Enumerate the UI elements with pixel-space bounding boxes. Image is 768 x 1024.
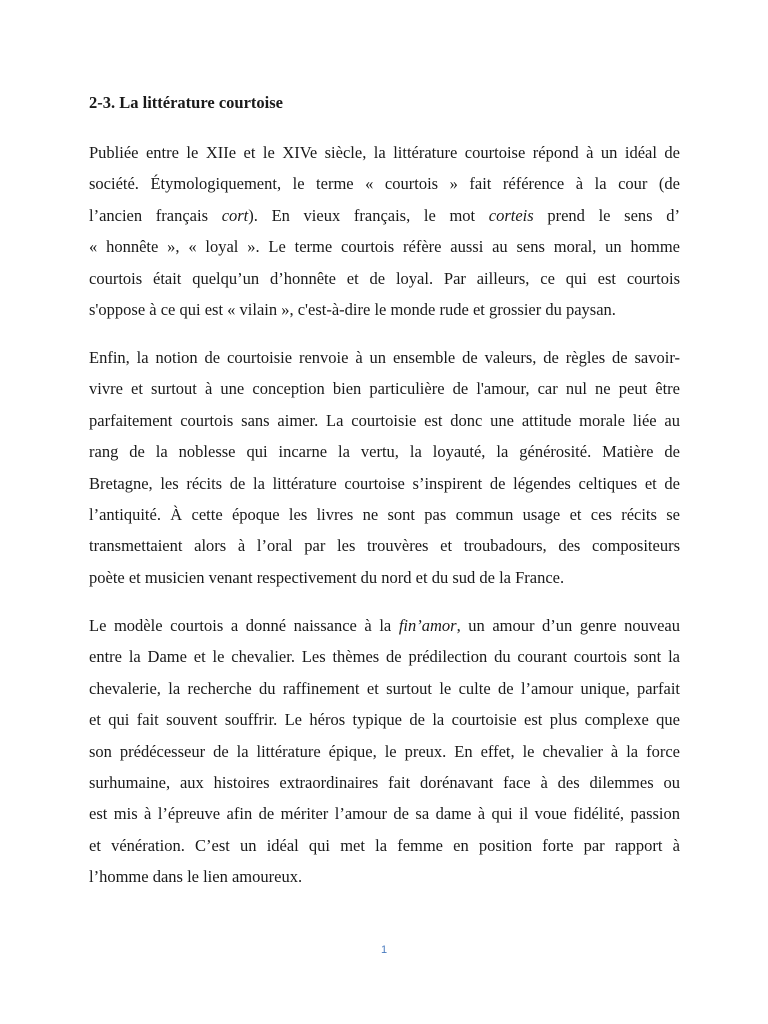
text-line: Publiée entre le XIIe et le XIVe siècle, la littérature courtoise répond à un idéal de <box>89 143 680 162</box>
text-line: poète et musicien venant respectivement du nord et du sud de la France. <box>89 567 565 587</box>
text-line: entre la Dame et le chevalier. Les thèmes de prédilection du courant courtois sont la <box>89 647 680 667</box>
italic-term-finamor: fin’amor <box>398 616 457 635</box>
text-line: Enfin, la notion de courtoisie renvoie à un ensemble de valeurs, de règles de savoir- <box>89 348 680 367</box>
text-line: s'oppose à ce qui est « vilain », c'est-à-dire le monde rude et grossier du paysan. <box>89 300 616 320</box>
text-line: son prédécesseur de la littérature épique, le preux. En effet, le chevalier à la force <box>89 741 680 761</box>
text-line: « honnête », « loyal ». Le terme courtois réfère aussi au sens moral, un homme <box>89 237 680 257</box>
italic-term-cort: cort <box>221 205 249 225</box>
text-line: transmettaient alors à l’oral par les trouvères et troubadours, des compositeurs <box>89 536 680 556</box>
page-number: 1 <box>380 944 388 956</box>
text-line: et qui fait souvent souffrir. Le héros typique de la courtoisie est plus complexe que <box>89 710 680 730</box>
paragraph-1 <box>89 137 680 325</box>
text-line: Le modèle courtois a donné naissance à la fin’amor, un amour d’un genre nouveau <box>89 616 680 635</box>
text-line: Bretagne, les récits de la littérature courtoise s’inspirent de légendes celtiques et de <box>89 473 680 493</box>
paragraph-2 <box>89 342 680 593</box>
text-line: et vénération. C’est un idéal qui met la femme en position forte par rapport à <box>89 835 680 855</box>
text-line: surhumaine, aux histoires extraordinaires fait dorénavant face à des dilemmes ou <box>89 773 680 793</box>
text-line: l’ancien français cort). En vieux français, le mot corteis prend le sens d’ <box>89 205 680 225</box>
text-line: l’antiquité. À cette époque les livres ne sont pas commun usage et ces récits se <box>89 505 680 525</box>
text-line: rang de la noblesse qui incarne la vertu, la loyauté, la générosité. Matière de <box>89 442 680 462</box>
text-line: courtois était quelqu’un d’honnête et de loyal. Par ailleurs, ce qui est courtois <box>89 268 680 288</box>
italic-term-corteis: corteis <box>488 205 534 225</box>
text-line: vivre et surtout à une conception bien particulière de l'amour, car nul ne peut être <box>89 379 680 399</box>
text-line: société. Étymologiquement, le terme « courtois » fait référence à la cour (de <box>89 174 680 194</box>
section-heading: 2-3. La littérature courtoise <box>89 93 283 112</box>
text-line: est mis à l’épreuve afin de mériter l’amour de sa dame à qui il voue fidélité, passion <box>89 804 680 824</box>
text-line: l’homme dans le lien amoureux. <box>89 867 303 887</box>
text-line: chevalerie, la recherche du raffinement et surtout le culte de l’amour unique, parfait <box>89 678 680 698</box>
text-line: parfaitement courtois sans aimer. La courtoisie est donc une attitude morale liée au <box>89 410 680 430</box>
paragraph-3 <box>89 610 680 893</box>
